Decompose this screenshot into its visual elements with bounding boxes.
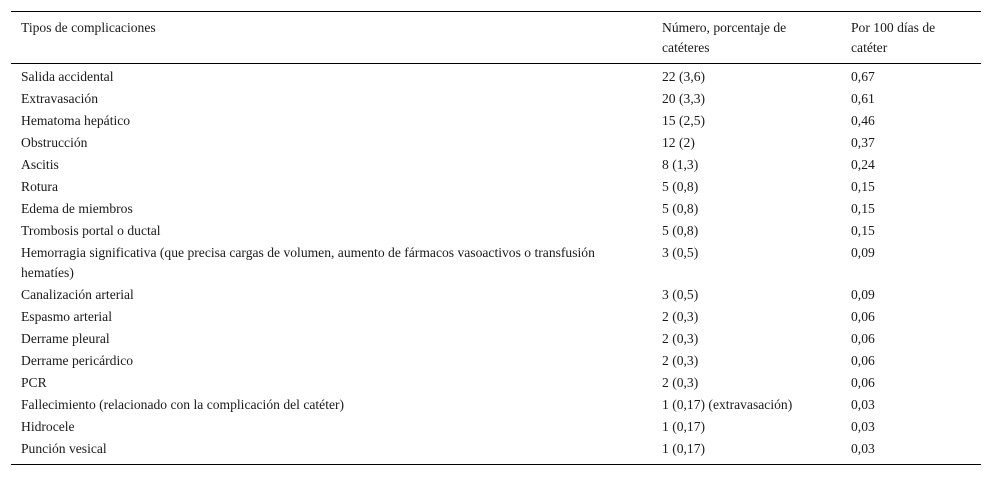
header-row xyxy=(11,12,981,64)
cell-rate: 0,09 xyxy=(851,287,875,302)
cell-number: 2 (0,3) xyxy=(662,353,699,368)
cell-rate: 0,03 xyxy=(851,397,875,412)
cell-complication: Punción vesical xyxy=(21,441,107,456)
cell-number: 3 (0,5) xyxy=(662,287,699,302)
cell-complication: Obstrucción xyxy=(21,135,88,150)
table-row xyxy=(11,243,981,285)
cell-number: 8 (1,3) xyxy=(662,157,699,172)
table-row xyxy=(11,133,981,155)
cell-number: 5 (0,8) xyxy=(662,201,699,216)
cell-rate: 0,46 xyxy=(851,113,875,128)
cell-number: 5 (0,8) xyxy=(662,179,699,194)
cell-complication: Trombosis portal o ductal xyxy=(21,223,161,238)
table-row xyxy=(11,307,981,329)
cell-complication: Rotura xyxy=(21,179,58,194)
cell-rate: 0,06 xyxy=(851,309,875,324)
cell-complication: Canalización arterial xyxy=(21,287,134,302)
cell-rate: 0,06 xyxy=(851,331,875,346)
table-row xyxy=(11,89,981,111)
cell-complication: Edema de miembros xyxy=(21,201,133,216)
cell-number: 1 (0,17) (extravasación) xyxy=(662,397,793,412)
cell-number: 2 (0,3) xyxy=(662,331,699,346)
cell-number: 22 (3,6) xyxy=(662,69,706,84)
cell-complication: Extravasación xyxy=(21,91,98,106)
table-row xyxy=(11,177,981,199)
cell-rate: 0,15 xyxy=(851,179,875,194)
table-header xyxy=(11,12,981,64)
cell-number: 15 (2,5) xyxy=(662,113,706,128)
cell-complication: Espasmo arterial xyxy=(21,309,112,324)
cell-rate: 0,06 xyxy=(851,353,875,368)
table-row xyxy=(11,64,981,90)
cell-rate: 0,15 xyxy=(851,223,875,238)
cell-complication: Hemorragia significativa (que precisa cargas de volumen, aumento de fármacos vasoactivos o transfusión hematíes) xyxy=(21,245,595,280)
header-complication-type: Tipos de complicaciones xyxy=(21,20,156,35)
cell-rate: 0,15 xyxy=(851,201,875,216)
cell-rate: 0,61 xyxy=(851,91,875,106)
cell-rate: 0,03 xyxy=(851,441,875,456)
cell-complication: Derrame pericárdico xyxy=(21,353,134,368)
cell-number: 5 (0,8) xyxy=(662,223,699,238)
table-row xyxy=(11,395,981,417)
cell-complication: Fallecimiento (relacionado con la complicación del catéter) xyxy=(21,397,345,412)
cell-number: 1 (0,17) xyxy=(662,441,706,456)
complications-table xyxy=(11,11,981,465)
cell-rate: 0,09 xyxy=(851,245,875,260)
cell-number: 2 (0,3) xyxy=(662,309,699,324)
cell-complication: PCR xyxy=(21,375,47,390)
table-row xyxy=(11,417,981,439)
table-row xyxy=(11,351,981,373)
table-row xyxy=(11,329,981,351)
cell-rate: 0,24 xyxy=(851,157,875,172)
cell-number: 1 (0,17) xyxy=(662,419,706,434)
cell-number: 3 (0,5) xyxy=(662,245,699,260)
cell-complication: Salida accidental xyxy=(21,69,114,84)
table-row xyxy=(11,373,981,395)
table-row xyxy=(11,221,981,243)
header-number-percentage: Número, porcentaje de catéteres xyxy=(662,20,787,55)
cell-number: 12 (2) xyxy=(662,135,695,150)
complications-table-container xyxy=(11,11,981,465)
table-row xyxy=(11,111,981,133)
cell-rate: 0,03 xyxy=(851,419,875,434)
table-body xyxy=(11,64,981,465)
cell-number: 2 (0,3) xyxy=(662,375,699,390)
table-row xyxy=(11,199,981,221)
header-per-100-days: Por 100 días de catéter xyxy=(851,20,936,55)
cell-complication: Hematoma hepático xyxy=(21,113,131,128)
cell-rate: 0,37 xyxy=(851,135,875,150)
table-row xyxy=(11,439,981,465)
cell-complication: Derrame pleural xyxy=(21,331,110,346)
cell-complication: Ascitis xyxy=(21,157,59,172)
table-row xyxy=(11,155,981,177)
table-row xyxy=(11,285,981,307)
cell-rate: 0,06 xyxy=(851,375,875,390)
cell-complication: Hidrocele xyxy=(21,419,75,434)
cell-rate: 0,67 xyxy=(851,69,875,84)
cell-number: 20 (3,3) xyxy=(662,91,706,106)
